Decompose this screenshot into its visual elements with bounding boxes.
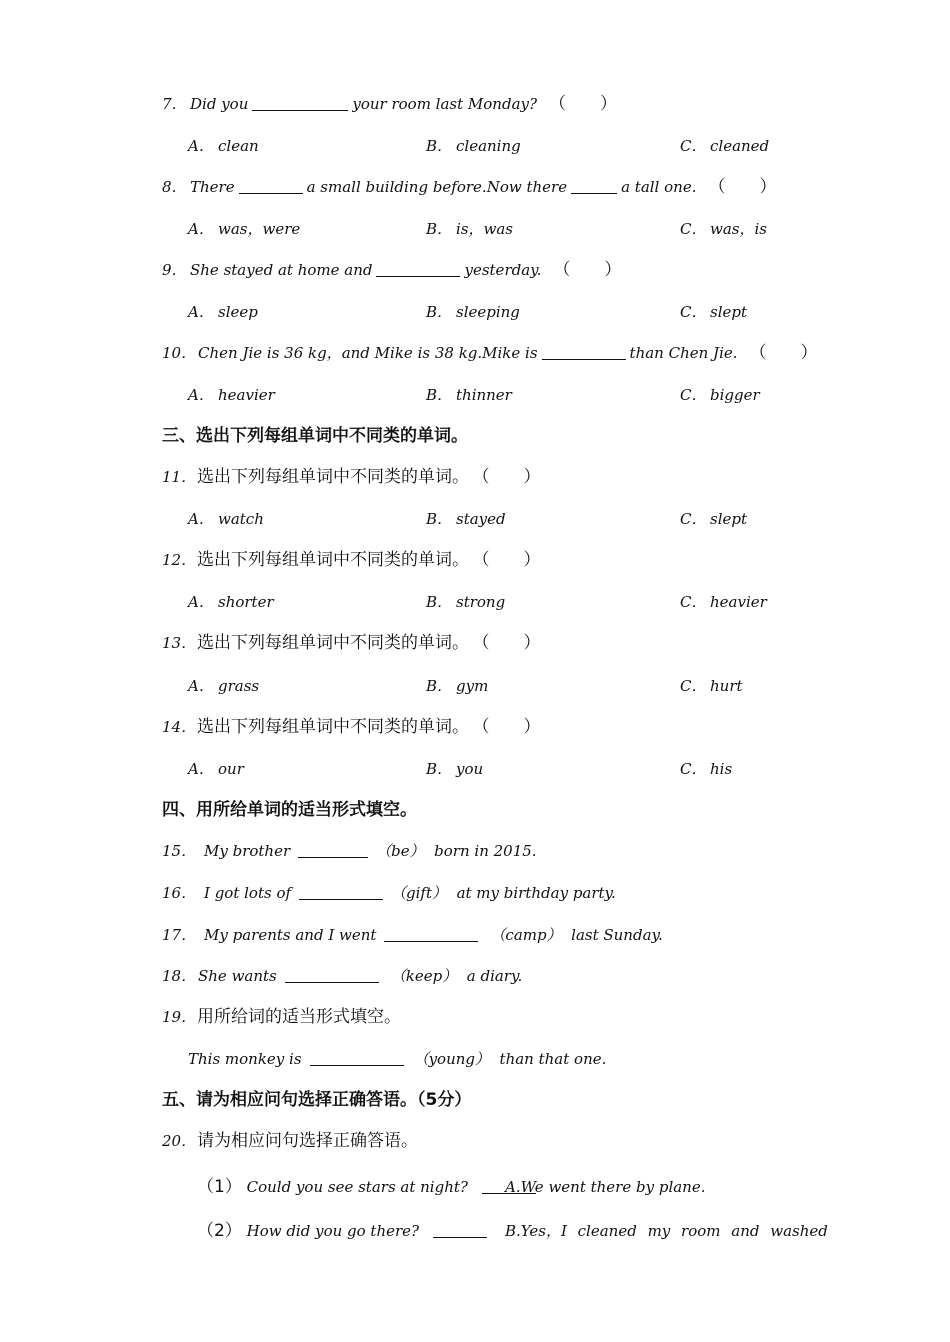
question-19 xyxy=(0,1002,950,1032)
options-14 xyxy=(0,754,950,784)
word-hint: （keep） xyxy=(390,967,458,985)
question-10 xyxy=(0,338,950,368)
word-hint: （be） xyxy=(376,842,425,860)
answer-parentheses[interactable]: （ ） xyxy=(481,467,541,487)
answer-blank[interactable] xyxy=(285,966,379,983)
option-a[interactable]: A． shorter xyxy=(188,593,274,611)
question-number: 19． xyxy=(162,1008,197,1026)
option-c[interactable]: C． was，is xyxy=(680,220,767,238)
answer-blank[interactable] xyxy=(542,343,626,360)
question-number: 17． xyxy=(162,926,197,944)
option-b[interactable]: B． stayed xyxy=(426,510,506,528)
question-stem: 用所给词的适当形式填空。 xyxy=(197,1007,401,1027)
question-number: 18． xyxy=(162,967,197,985)
question-number: 11． xyxy=(162,468,197,486)
option-b[interactable]: B． you xyxy=(426,760,484,778)
answer-blank[interactable] xyxy=(298,841,368,858)
answer-parentheses[interactable]: （ ） xyxy=(481,717,541,737)
answer-blank[interactable] xyxy=(376,260,460,277)
option-b[interactable]: B． gym xyxy=(426,677,489,695)
match-question: （1） Could you see stars at night? xyxy=(197,1172,540,1202)
question-12 xyxy=(0,545,950,575)
options-11 xyxy=(0,504,950,534)
options-12 xyxy=(0,587,950,617)
option-b[interactable]: B． is，was xyxy=(426,220,513,238)
question-13 xyxy=(0,628,950,658)
option-b[interactable]: B． cleaning xyxy=(426,137,521,155)
answer-blank[interactable] xyxy=(239,177,303,194)
word-hint: （camp） xyxy=(490,926,562,944)
question-stem: My brother （be） born in 2015. xyxy=(204,842,537,860)
question-stem: 选出下列每组单词中不同类的单词。 （ ） xyxy=(197,633,541,653)
question-stem: There a small building before.Now there a tall one. （ ） xyxy=(190,177,777,197)
question-sentence: This monkey is （young） than that one. xyxy=(188,1050,607,1068)
answer-parentheses[interactable]: （ ） xyxy=(553,260,622,280)
answer-blank[interactable] xyxy=(299,883,383,900)
question-stem: 请为相应问句选择正确答语。 xyxy=(197,1131,418,1151)
option-b[interactable]: B． strong xyxy=(426,593,506,611)
question-stem: She wants （keep） a diary. xyxy=(198,967,523,985)
match-item-1 xyxy=(0,1172,950,1202)
question-number: 13． xyxy=(162,634,197,652)
question-14 xyxy=(0,712,950,742)
question-stem: 选出下列每组单词中不同类的单词。 （ ） xyxy=(197,467,541,487)
section-4-heading: 四、用所给单词的适当形式填空。 xyxy=(162,800,417,820)
question-number: 15． xyxy=(162,842,197,860)
option-c[interactable]: C． bigger xyxy=(680,386,760,404)
answer-parentheses[interactable]: （ ） xyxy=(549,94,618,114)
option-c[interactable]: C． slept xyxy=(680,510,748,528)
option-c[interactable]: C． cleaned xyxy=(680,137,770,155)
answer-parentheses[interactable]: （ ） xyxy=(481,633,541,653)
question-8 xyxy=(0,172,950,202)
options-9 xyxy=(0,297,950,327)
question-number: 9． xyxy=(162,261,187,279)
question-stem: She stayed at home and yesterday. （ ） xyxy=(190,260,622,280)
question-number: 7． xyxy=(162,95,187,113)
options-8 xyxy=(0,214,950,244)
question-number: 8． xyxy=(162,178,187,196)
answer-blank[interactable] xyxy=(310,1049,404,1066)
answer-blank[interactable] xyxy=(571,177,617,194)
option-c[interactable]: C． heavier xyxy=(680,593,767,611)
question-number: 20． xyxy=(162,1132,197,1150)
option-b[interactable]: B． sleeping xyxy=(426,303,520,321)
option-a[interactable]: A． our xyxy=(188,760,244,778)
options-10 xyxy=(0,380,950,410)
question-stem: 选出下列每组单词中不同类的单词。 （ ） xyxy=(197,717,541,737)
word-hint: （young） xyxy=(413,1050,490,1068)
option-c[interactable]: C． his xyxy=(680,760,733,778)
section-5-heading: 五、请为相应问句选择正确答语。（5分） xyxy=(162,1090,472,1110)
option-a[interactable]: A． clean xyxy=(188,137,259,155)
question-number: 12． xyxy=(162,551,197,569)
answer-parentheses[interactable]: （ ） xyxy=(749,343,818,363)
question-18 xyxy=(0,961,950,991)
match-answer: B.Yes，I cleaned my room and washed xyxy=(505,1222,828,1240)
answer-parentheses[interactable]: （ ） xyxy=(708,177,777,197)
question-17 xyxy=(0,920,950,950)
option-b[interactable]: B． thinner xyxy=(426,386,512,404)
answer-blank[interactable] xyxy=(252,94,348,111)
option-a[interactable]: A． sleep xyxy=(188,303,258,321)
question-number: 10． xyxy=(162,344,197,362)
question-stem: 选出下列每组单词中不同类的单词。 （ ） xyxy=(197,550,541,570)
answer-blank[interactable] xyxy=(433,1221,487,1238)
question-stem: Did you your room last Monday? （ ） xyxy=(190,94,618,114)
option-a[interactable]: A． grass xyxy=(188,677,260,695)
answer-blank[interactable] xyxy=(384,925,478,942)
question-15 xyxy=(0,836,950,866)
question-number: 14． xyxy=(162,718,197,736)
match-question: （2） How did you go there? xyxy=(197,1216,491,1246)
question-11 xyxy=(0,462,950,492)
match-item-2 xyxy=(0,1216,950,1246)
question-9 xyxy=(0,255,950,285)
option-a[interactable]: A． heavier xyxy=(188,386,275,404)
answer-parentheses[interactable]: （ ） xyxy=(481,550,541,570)
question-19-sentence xyxy=(0,1044,950,1074)
section-3-heading: 三、选出下列每组单词中不同类的单词。 xyxy=(162,426,468,446)
question-20 xyxy=(0,1126,950,1156)
option-a[interactable]: A． watch xyxy=(188,510,264,528)
option-c[interactable]: C． hurt xyxy=(680,677,743,695)
option-c[interactable]: C． slept xyxy=(680,303,748,321)
question-stem: My parents and I went （camp） last Sunday. xyxy=(204,926,663,944)
option-a[interactable]: A． was，were xyxy=(188,220,301,238)
options-7 xyxy=(0,131,950,161)
question-stem: I got lots of （gift） at my birthday party. xyxy=(204,884,616,902)
word-hint: （gift） xyxy=(391,884,448,902)
question-stem: Chen Jie is 36 kg，and Mike is 38 kg.Mike is than Chen Jie. （ ） xyxy=(198,343,818,363)
question-number: 16． xyxy=(162,884,197,902)
question-16 xyxy=(0,878,950,908)
options-13 xyxy=(0,671,950,701)
match-answer: A.We went there by plane. xyxy=(505,1178,706,1196)
question-7 xyxy=(0,89,950,119)
